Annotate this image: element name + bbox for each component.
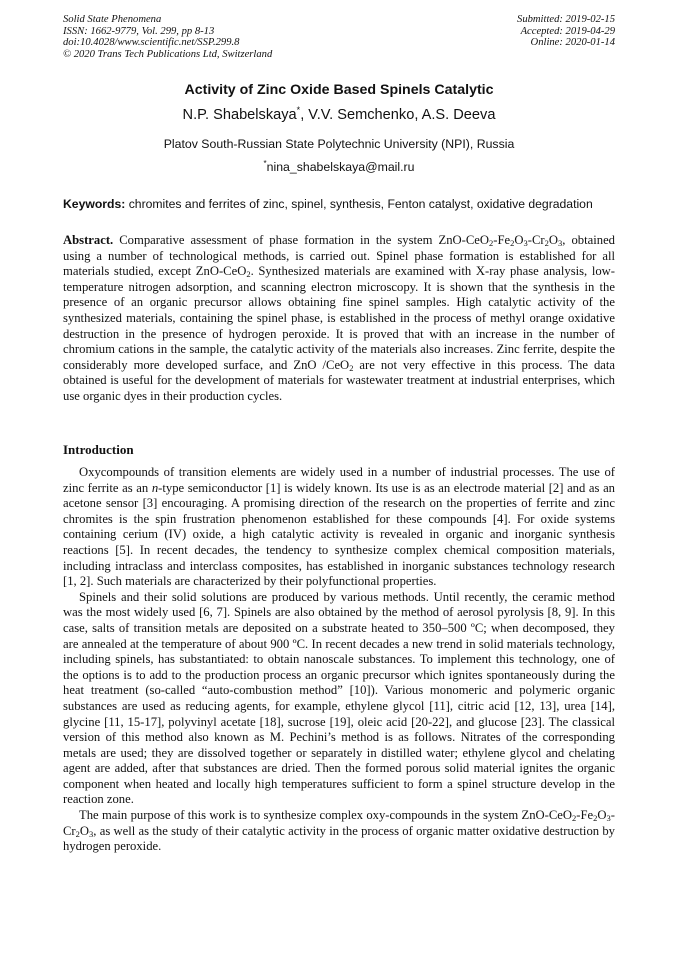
subscript: 2 bbox=[489, 238, 494, 248]
author-first: N.P. Shabelskaya bbox=[182, 107, 297, 123]
author-email bbox=[0, 160, 678, 174]
intro-text: -Cr bbox=[63, 808, 615, 838]
affiliation: Platov South-Russian State Polytechnic University (NPI), Russia bbox=[163, 137, 515, 151]
subscript: 2 bbox=[510, 238, 515, 248]
intro-text: O bbox=[79, 823, 90, 838]
intro-text: -Fe bbox=[576, 808, 594, 823]
abstract-text: . Synthesized materials are examined with X-ray phase analysis, low-temperature nitrogen adsorption, and scanning electron microscopy. It is shown that the synthesis in the presence of an organic precursor allows obtaining fine spinel samples. High catalytic activity of the synthesized materials, containing the spinel phase, is established in the process of methyl orange oxidative destruction in the presence of hydrogen peroxide. It is proved that with an increase in the number of chromium cations in the sample, the catalytic activity of the materials also increases. Zinc ferrite, despite the considerably more developed surface, and ZnO /CeO bbox=[63, 264, 615, 372]
subscript: 3 bbox=[89, 828, 94, 839]
corresponding-mark: * bbox=[296, 105, 301, 116]
intro-text: The main purpose of this work is to synthesize complex oxy-compounds in the system ZnO-CeO bbox=[79, 808, 573, 823]
abstract-label: Abstract. bbox=[63, 233, 114, 247]
subscript: 2 bbox=[75, 828, 80, 839]
subscript: 2 bbox=[349, 362, 354, 373]
abstract-text: O bbox=[514, 233, 524, 247]
abstract-text: are not very effective in this process. The data obtained is useful for the development of materials for wastewater treatment at industrial enterprises, which use organic dyes in their production cycles. bbox=[63, 357, 615, 403]
publication-dates bbox=[517, 14, 615, 49]
author-list bbox=[0, 107, 678, 123]
abstract-text: Comparative assessment of phase formation in the system ZnO-CeO bbox=[113, 233, 490, 247]
intro-text: Oxycompounds of transition elements are widely used in a number of industrial processes. The use of zinc ferrite as an bbox=[63, 465, 615, 495]
journal-copyright: © 2020 Trans Tech Publications Ltd, Switzerland bbox=[63, 48, 273, 60]
intro-paragraph-3 bbox=[63, 808, 615, 855]
author-rest: , V.V. Semchenko, A.S. Deeva bbox=[300, 107, 496, 123]
intro-italic: n bbox=[151, 480, 159, 495]
submitted-date: Submitted: 2019-02-15 bbox=[517, 14, 615, 25]
keywords-text: chromites and ferrites of zinc, spinel, synthesis, Fenton catalyst, oxidative degradation bbox=[125, 197, 593, 211]
introduction-heading: Introduction bbox=[63, 442, 134, 457]
subscript: 3 bbox=[606, 813, 611, 824]
subscript: 2 bbox=[544, 238, 549, 248]
subscript: 3 bbox=[523, 238, 528, 248]
journal-info bbox=[63, 14, 272, 60]
journal-doi[interactable]: doi:10.4028/www.scientific.net/SSP.299.8 bbox=[63, 37, 240, 49]
intro-text: O bbox=[597, 808, 607, 823]
abstract-text: -Cr bbox=[527, 233, 545, 247]
intro-paragraph-2: Spinels and their solid solutions are produced by various methods. Until recently, the ceramic method was the most widely used [6, 7]. Spinels are also obtained by the method of aerosol pyrolysis [8, 9]. In this case, salts of transition metals are deposited on a substrate heated to 350–500 ºC; when decomposed, they are annealed at the temperature of about 900 ºC. In recent decades a new trend in solid materials technology, including spinels, has substantiated: to obtain nanoscale substances. To implement this technology, one of the options is to add to the production process an organic precursor which ignites spontaneously during the heat treatment (so-called “auto-combustion method” [10]). Various monomeric and polymeric organic substances are used as reducing agents, for example, ethylene glycol [11], citric acid [12, 13], urea [14], glycine [11, 15-17], polyvinyl acetate [18], sucrose [19], oleic acid [20-22], and glucose [23]. The classical version of this method also known as M. Pechini’s method is as follows. Nitrates of the corresponding metals are used; they are dissolved together or separately in distilled water; ethylene glycol and chelating agent are added, after that substances are dried. Then the formed porous solid material ignites the organic component when heated and locally high temperatures sufficient to form a spinel structure develop in the reaction zone. bbox=[63, 589, 615, 807]
abstract-text: O bbox=[548, 233, 559, 247]
journal-name: Solid State Phenomena bbox=[63, 14, 162, 25]
abstract-text: , obtained using a number of technological methods, is carried out. Spinel phase formation is established for all materials studied, except ZnO-CeO bbox=[63, 233, 615, 279]
email-address[interactable]: nina_shabelskaya@mail.ru bbox=[266, 160, 415, 174]
accepted-date: Accepted: 2019-04-29 bbox=[520, 25, 615, 37]
introduction-body bbox=[63, 465, 615, 855]
keywords-label: Keywords: bbox=[63, 197, 126, 211]
email-mark: * bbox=[263, 158, 267, 168]
online-date: Online: 2020-01-14 bbox=[530, 37, 615, 49]
intro-paragraph-1 bbox=[63, 465, 615, 590]
intro-text: , as well as the study of their catalytic activity in the process of organic matter oxidative destruction by hydrogen peroxide. bbox=[63, 823, 615, 854]
abstract bbox=[63, 233, 615, 405]
journal-issn: ISSN: 1662-9779, Vol. 299, pp 8-13 bbox=[63, 25, 215, 37]
abstract-text: -Fe bbox=[493, 233, 511, 247]
subscript: 3 bbox=[558, 238, 563, 248]
paper-title: Activity of Zinc Oxide Based Spinels Catalytic bbox=[184, 82, 494, 98]
subscript: 2 bbox=[246, 269, 251, 280]
keywords bbox=[63, 197, 623, 211]
subscript: 2 bbox=[572, 813, 577, 824]
intro-text: -type semiconductor [1] is widely known. Its use is as an electrode material [2] and as an acetone sensor [3] encouraging. A promising direction of the research on the properties of ferrite and zinc chromites is the spin frustration phenomenon established for these compounds [4]. For oxide systems containing cerium (IV) oxide, a high catalytic activity is revealed in organic and inorganic synthesis reactions [5]. In recent decades, the tendency to synthesize complex chemical composition materials, including intraclass and interclass composites, has established in inorganic substances technology research [1, 2]. Such materials are characterized by their polyfunctional properties. bbox=[63, 480, 615, 589]
subscript: 2 bbox=[593, 813, 598, 824]
